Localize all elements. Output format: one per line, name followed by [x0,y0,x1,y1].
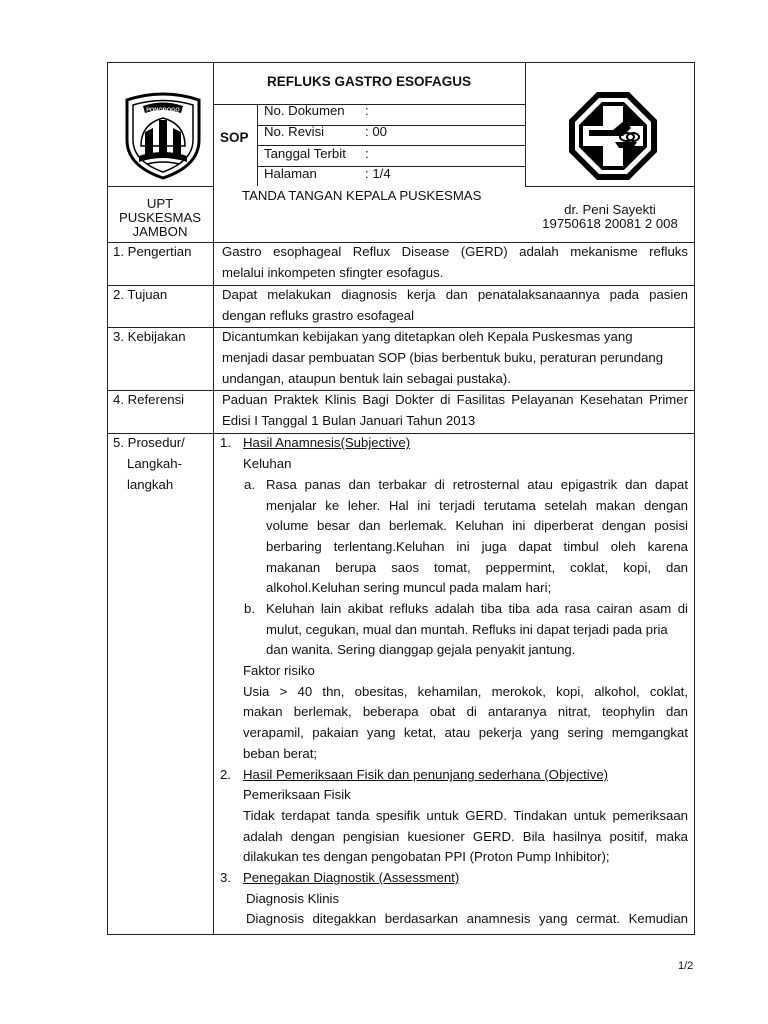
prosedur-item-number: 2. [220,767,231,782]
page-count-value: : 1/4 [365,166,391,181]
referensi-line: Edisi I Tanggal 1 Bulan Januari Tahun 2013 [222,413,476,428]
kebijakan-line: Dicantumkan kebijakan yang ditetapkan oleh Kepala Puskesmas yang [222,329,633,344]
signature-label: TANDA TANGAN KEPALA PUSKESMAS [242,188,482,203]
pemeriksaan-line: adalah dengan pengisian kuesioner GERD. Bila hasilnya positif, maka [243,829,688,844]
keluhan-b-line: dan wanita. Sering dianggap gejala penyakit jantung. [266,642,576,657]
row-divider-tujuan [107,285,695,286]
logo-ribbon-text: PONOROGO [146,107,180,114]
faktor-risiko-line: Usia > 40 thn, obesitas, kehamilan, merokok, kopi, alkohol, coklat, [243,684,688,699]
org-line-upt: UPT [146,196,174,211]
header-bottom-divider [107,186,214,187]
list-marker-a: a. [244,477,255,492]
pemeriksaan-line: Tidak terdapat tanda spesifik untuk GERD. Tindakan untuk pemeriksaan [243,808,688,823]
signer-name: dr. Peni Sayekti [564,202,656,217]
tujuan-line: Dapat melakukan diagnosis kerja dan penatalaksanaannya pada pasien [222,287,688,302]
kebijakan-line: menjadi dasar pembuatan SOP (bias berbentuk buku, peraturan perundang [222,350,664,365]
keluhan-a-line: menjalar ke leher. Hal ini terjadi terutama setelah makan dengan [266,498,688,513]
puskesmas-logo [567,90,659,182]
label-column-divider [213,62,214,934]
anamnesis-heading: Hasil Anamnesis(Subjective) [243,435,411,450]
diagnostik-heading: Penegakan Diagnostik (Assessment) [243,870,460,885]
page-number: 1/2 [678,960,694,972]
keluhan-heading: Keluhan [243,456,292,471]
section-label-referensi: 4. Referensi [113,392,185,407]
section-label-tujuan: 2. Tujuan [113,287,168,302]
pemeriksaan-heading: Hasil Pemeriksaan Fisik dan penunjang sederhana (Objective) [243,767,609,782]
title-row-divider [213,104,525,105]
section-label-pengertian: 1. Pengertian [113,244,192,259]
tujuan-line: dengan refluks grastro esofageal [222,308,415,323]
sop-label: SOP [220,130,249,145]
page-count-label: Halaman [264,166,317,181]
diagnosis-line: Diagnosis ditegakkan berdasarkan anamnesis yang cermat. Kemudian [246,911,688,926]
logo-column-divider [525,62,526,186]
signer-nip: 19750618 20081 2 008 [542,216,678,231]
keluhan-a-line: berbaring terlentang.Keluhan ini juga dapat timbul oleh karena [266,539,688,554]
prosedur-item-number: 3. [220,870,231,885]
regional-emblem-logo [117,90,209,182]
faktor-risiko-line: makan berlemak, beberapa obat di antaranya nitrat, teophylin dan [243,704,688,719]
keluhan-b-line: Keluhan lain akibat refluks adalah tiba tiba ada rasa cairan asam di [266,601,688,616]
header-bottom-divider-right [525,186,695,187]
keluhan-a-line: Rasa panas dan terbakar di retrosternal atau epigastrik dan dapat [266,477,688,492]
issue-date-label: Tanggal Terbit [264,146,346,161]
document-title: REFLUKS GASTRO ESOFAGUS [266,74,472,89]
revision-value: : 00 [365,124,387,139]
keluhan-a-line: volume besar dan berlemak. Keluhan ini diperberat dengan posisi [266,518,688,533]
revision-label: No. Revisi [264,124,325,139]
list-marker-b: b. [244,601,255,616]
faktor-risiko-heading: Faktor risiko [243,663,315,678]
faktor-risiko-line: verapamil, pakaian yang ketat, atau pekerja yang sering memgangkat [243,725,688,740]
org-line-puskesmas: PUSKESMAS [118,210,202,225]
section-label-kebijakan: 3. Kebijakan [113,329,186,344]
keluhan-a-line: makanan berupa saos tomat, peppermint, coklat, kopi, dan [266,560,688,575]
section-label-prosedur: langkah [127,477,174,492]
pemeriksaan-fisik-heading: Pemeriksaan Fisik [243,787,351,802]
keluhan-a-line: alkohol.Keluhan sering muncul pada malam hari; [266,580,552,595]
kebijakan-line: undangan, ataupun bentuk lain sebagai pustaka). [222,371,511,386]
pengertian-line: melalui inkompeten sfingter esofagus. [222,265,444,280]
pemeriksaan-line: dilakukan tes dengan pengobatan PPI (Proton Pump Inhibitor); [243,849,610,864]
faktor-risiko-line: beban berat; [243,746,318,761]
prosedur-item-number: 1. [220,435,231,450]
section-label-prosedur: Langkah- [127,456,182,471]
row-divider-prosedur [107,433,695,434]
row-divider-referensi [107,390,695,391]
row-divider-pengertian [107,242,695,243]
row-divider-kebijakan [107,327,695,328]
keluhan-b-line: mulut, cegukan, mual dan muntah. Refluks ini dapat terjadi pada pria [266,622,668,637]
doc-number-label: No. Dokumen [264,103,345,118]
pengertian-line: Gastro esophageal Reflux Disease (GERD) adalah mekanisme refluks [222,244,688,259]
diagnosis-klinis-heading: Diagnosis Klinis [246,891,340,906]
referensi-line: Paduan Praktek Klinis Bagi Dokter di Fasilitas Pelayanan Kesehatan Primer [222,392,688,407]
issue-date-value: : [365,146,369,161]
doc-number-value: : [365,103,369,118]
section-label-prosedur: 5. Prosedur/ [113,435,185,450]
org-line-jambon: JAMBON [132,224,188,239]
